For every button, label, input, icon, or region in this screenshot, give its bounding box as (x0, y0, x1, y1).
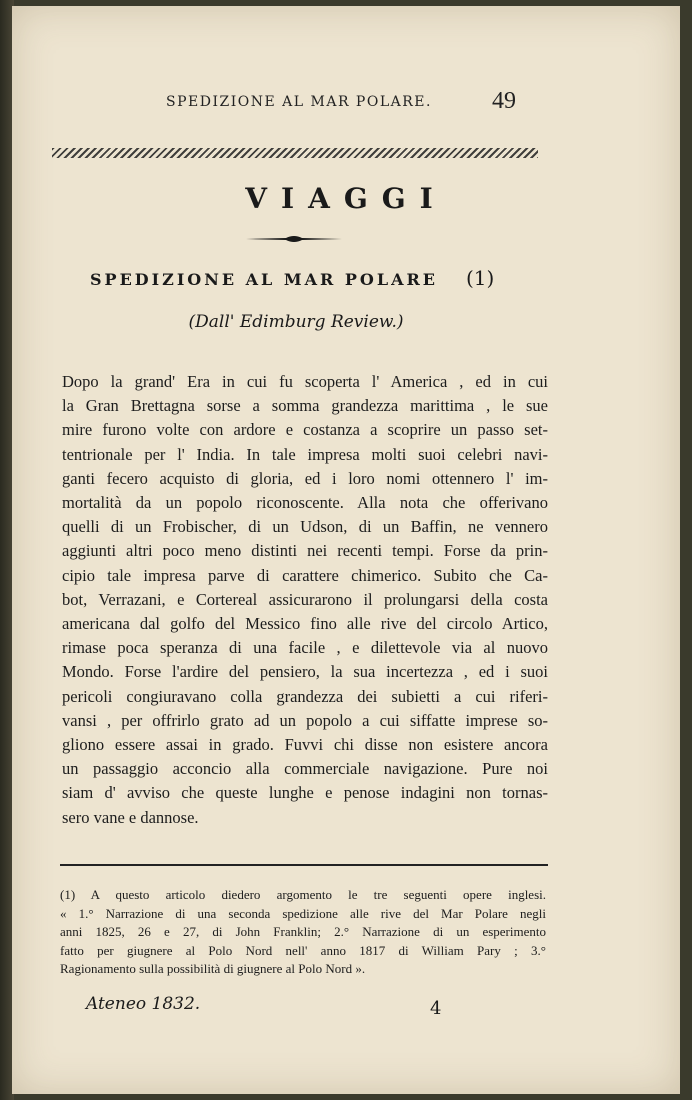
footnote-line: anni 1825, 26 e 27, di John Franklin; 2.° Narrazione di un esperimento (60, 924, 546, 939)
footnote (60, 886, 546, 979)
body-line: siam d' avviso che queste lunghe e penose indagini non tornas- (62, 783, 548, 803)
body-line: un passaggio acconcio alla commerciale navigazione. Pure noi (62, 759, 548, 779)
footnote-line: « 1.° Narrazione di una seconda spedizione alle rive del Mar Polare negli (60, 905, 546, 921)
footnote-line: fatto per giugnere al Polo Nord nell' anno 1817 di William Pary ; 3.° (60, 942, 546, 958)
body-line: pericoli congiuravano colla grandezza dei subietti a cui riferi- (62, 686, 548, 706)
body-line: americana dal golfo del Messico fino alle rive del circolo Artico, (62, 614, 548, 634)
footnote-reference: (1) (466, 266, 495, 290)
ornament-divider-icon (246, 234, 342, 244)
page-number: 49 (492, 88, 516, 114)
signature-mark-journal: Ateneo 1832. (86, 994, 201, 1014)
body-line: ganti fecero acquisto di gloria, ed i loro nomi ottennero l' im- (62, 468, 548, 488)
footnote-line: Ragionamento sulla possibilità di giugnere al Polo Nord ». (60, 961, 366, 976)
body-line: cipio tale impresa parve di carattere chimerico. Subito che Ca- (62, 565, 548, 585)
body-line: la Gran Brettagna sorse a somma grandezza marittima , le sue (62, 396, 548, 416)
body-line: Mondo. Forse l'ardire del pensiero, la sua incertezza , ed i suoi (62, 662, 548, 682)
body-line: tentrionale per l' India. In tale impresa molti suoi celebri navi- (62, 444, 548, 464)
decorative-zigzag-rule (52, 148, 538, 158)
body-line: rimase poca speranza di una facile , e dilettevole via al nuovo (62, 638, 548, 658)
body-line: vansi , per offrirlo grato ad un popolo a cui siffatte imprese so- (62, 710, 548, 730)
article-title: SPEDIZIONE AL MAR POLARE (90, 270, 438, 289)
body-line: Dopo la grand' Era in cui fu scoperta l' America , ed in cui (62, 372, 548, 391)
article-source: (Dall' Edimburg Review.) (188, 312, 404, 332)
body-line: quelli di un Frobischer, di un Udson, di un Baffin, ne vennero (62, 517, 548, 537)
body-line: gliono essere assai in grado. Fuvvi chi disse non esistere ancora (62, 735, 548, 755)
gathering-signature: 4 (430, 998, 442, 1019)
body-line: mire furono volte con ardore e costanza a scoprire un passo set- (62, 420, 548, 440)
body-line: bot, Verrazani, e Cortereal assicurarono il prolungarsi della costa (62, 589, 548, 609)
body-text (62, 370, 548, 830)
body-line: aggiunti altri poco meno distinti nei recenti tempi. Forse da prin- (62, 541, 548, 561)
footnote-divider (60, 864, 548, 866)
body-line: sero vane e dannose. (62, 807, 199, 827)
section-title: VIAGGI (245, 182, 447, 215)
body-line: mortalità da un popolo riconoscente. Alla nota che offerivano (62, 493, 548, 513)
footnote-line: (1) A questo articolo diedero argomento le tre seguenti opere inglesi. (60, 887, 546, 902)
running-head: SPEDIZIONE AL MAR POLARE. (166, 94, 432, 110)
